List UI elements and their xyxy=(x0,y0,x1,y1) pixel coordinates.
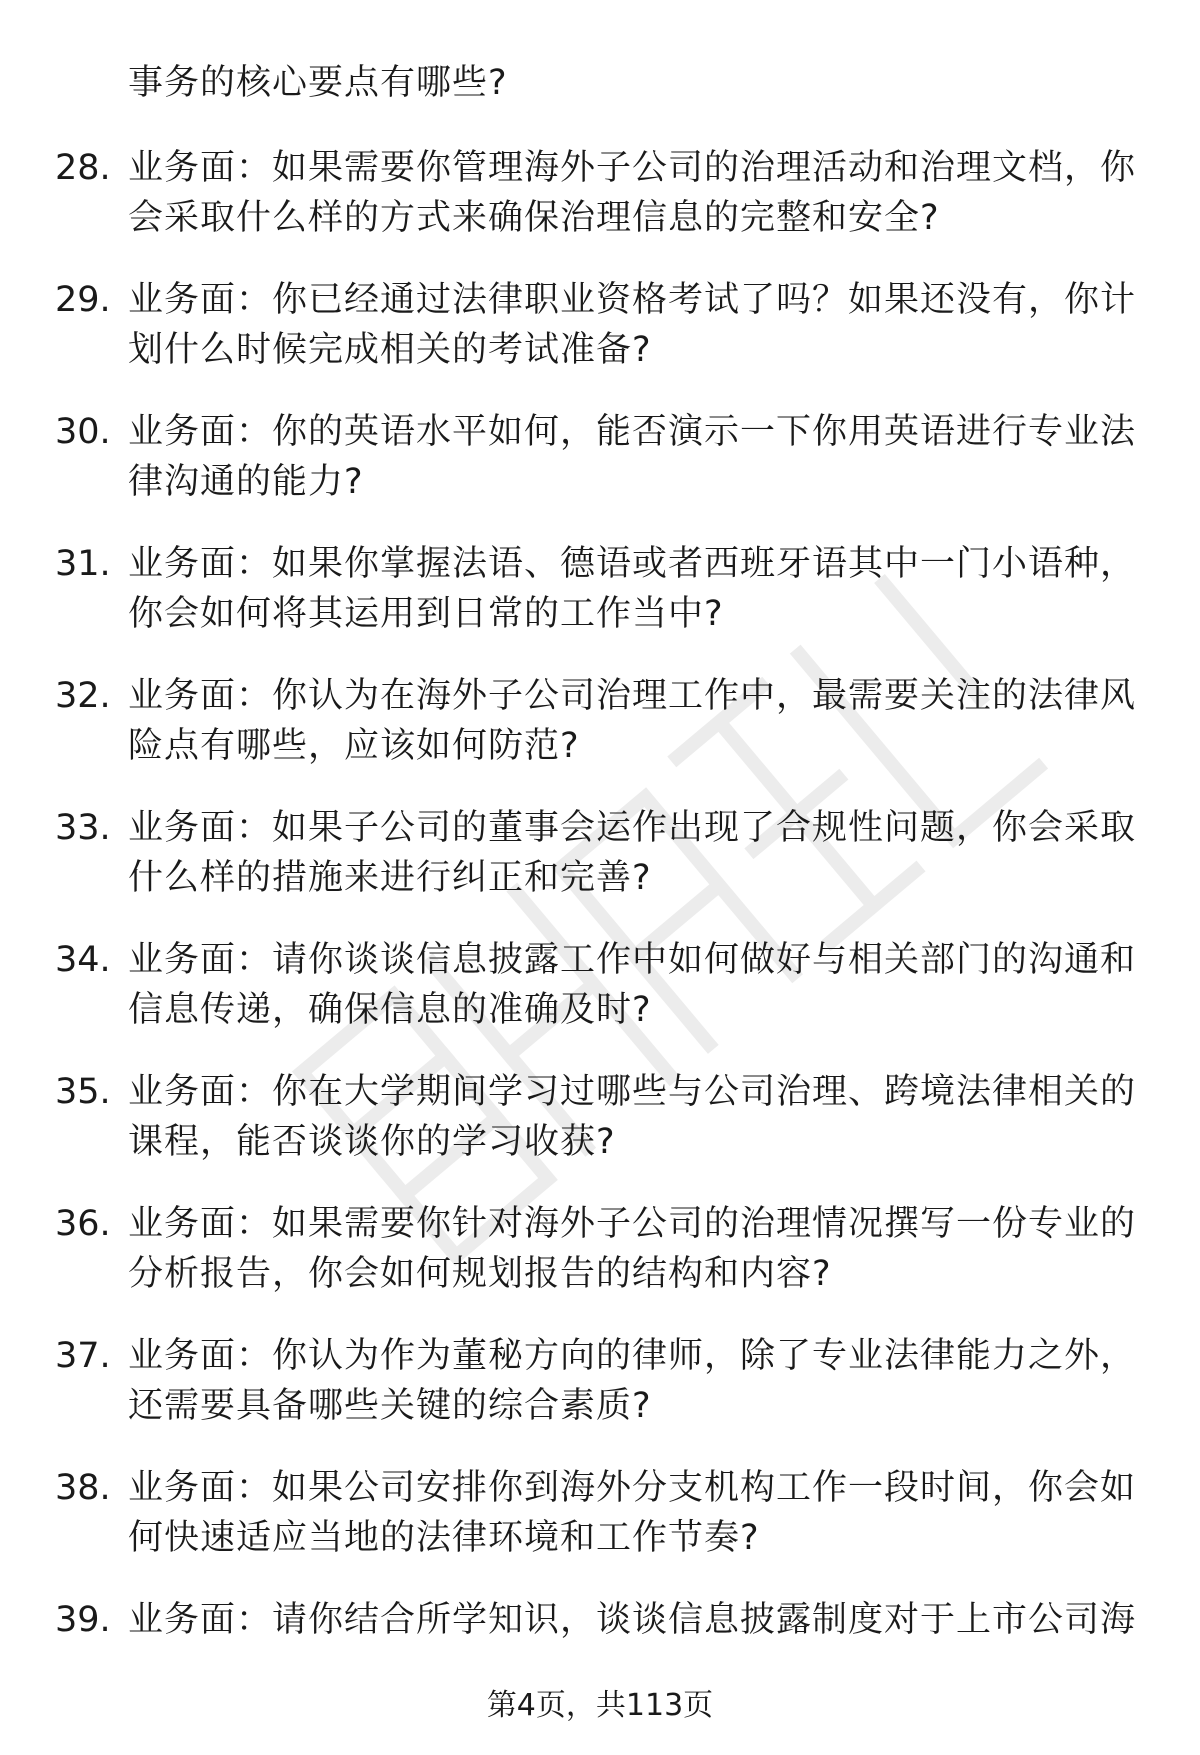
question-item xyxy=(0,539,1200,671)
question-number: 38. xyxy=(55,1468,111,1508)
question-number: 37. xyxy=(55,1336,111,1376)
question-item xyxy=(0,1463,1200,1595)
question-item xyxy=(0,671,1200,803)
question-text: 业务面：你已经通过法律职业资格考试了吗？如果还没有，你计划什么时候完成相关的考试准备? xyxy=(128,280,1137,370)
question-list xyxy=(0,143,1200,1727)
continuation-text: 事务的核心要点有哪些? xyxy=(128,63,508,103)
question-number: 29. xyxy=(55,280,111,320)
question-number: 34. xyxy=(55,940,111,980)
question-number: 28. xyxy=(55,148,111,188)
question-text: 业务面：如果你掌握法语、德语或者西班牙语其中一门小语种，你会如何将其运用到日常的工作当中? xyxy=(128,544,1137,634)
question-text: 业务面：如果公司安排你到海外分支机构工作一段时间，你会如何快速适应当地的法律环境和工作节奏? xyxy=(128,1468,1137,1558)
question-number: 35. xyxy=(55,1072,111,1112)
question-item xyxy=(0,1199,1200,1331)
question-text: 业务面：如果需要你管理海外子公司的治理活动和治理文档，你会采取什么样的方式来确保治理信息的完整和安全? xyxy=(128,148,1137,238)
question-number: 32. xyxy=(55,676,111,716)
question-text: 业务面：你的英语水平如何，能否演示一下你用英语进行专业法律沟通的能力? xyxy=(128,412,1137,502)
question-item xyxy=(0,275,1200,407)
question-text: 业务面：你认为在海外子公司治理工作中，最需要关注的法律风险点有哪些，应该如何防范? xyxy=(128,676,1137,766)
question-text: 业务面：请你谈谈信息披露工作中如何做好与相关部门的沟通和信息传递，确保信息的准确及时? xyxy=(128,940,1137,1030)
question-number: 39. xyxy=(55,1600,111,1640)
question-item xyxy=(0,935,1200,1067)
page-footer: 第4页，共113页 xyxy=(486,1688,714,1723)
question-number: 36. xyxy=(55,1204,111,1244)
question-text: 业务面：请你结合所学知识，谈谈信息披露制度对于上市公司海 xyxy=(128,1600,1137,1640)
question-item xyxy=(0,143,1200,275)
question-text: 业务面：如果需要你针对海外子公司的治理情况撰写一份专业的分析报告，你会如何规划报告的结构和内容? xyxy=(128,1204,1137,1294)
question-text: 业务面：如果子公司的董事会运作出现了合规性问题，你会采取什么样的措施来进行纠正和完善? xyxy=(128,808,1137,898)
question-item xyxy=(0,803,1200,935)
question-item xyxy=(0,407,1200,539)
question-number: 33. xyxy=(55,808,111,848)
question-number: 31. xyxy=(55,544,111,584)
question-item xyxy=(0,1331,1200,1463)
question-text: 业务面：你在大学期间学习过哪些与公司治理、跨境法律相关的课程，能否谈谈你的学习收获? xyxy=(128,1072,1137,1162)
question-text: 业务面：你认为作为董秘方向的律师，除了专业法律能力之外，还需要具备哪些关键的综合素质? xyxy=(128,1336,1137,1426)
question-item xyxy=(0,1067,1200,1199)
question-number: 30. xyxy=(55,412,111,452)
